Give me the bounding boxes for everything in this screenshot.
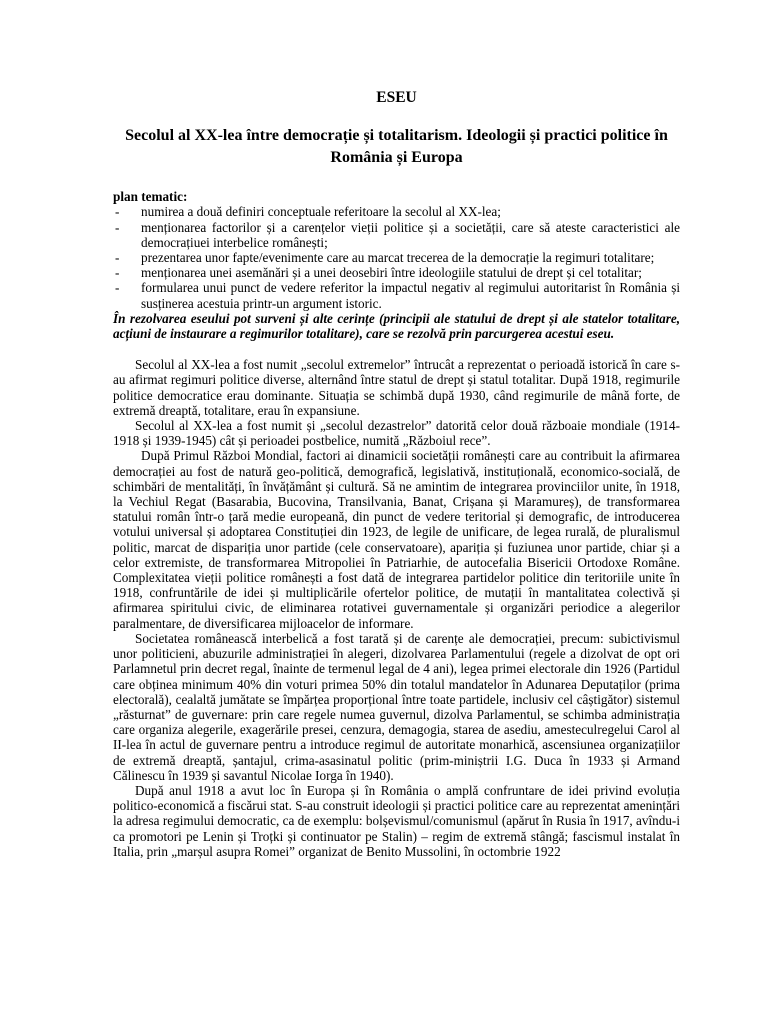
plan-item — [113, 265, 680, 280]
bullet-dash: - — [115, 219, 120, 235]
bullet-dash: - — [115, 250, 120, 266]
body-paragraph: Secolul al XX-lea a fost numit „secolul extremelor” întrucât a reprezentat o perioadă istorică în care s-au afirmat regimuri politice diverse, alternând între statul de drept și statul totalitar. După 1918, regimurile politice democratice erau dominante. Situația se schimbă după 1930, când regimurile de mână forte, de extremă dreaptă, totalitare, erau în expansiune. — [113, 357, 680, 418]
plan-item — [113, 220, 680, 250]
plan-heading: plan tematic: — [113, 189, 188, 205]
body-paragraph: Societatea românească interbelică a fost tarată și de carențe ale democrației, precum: subictivismul unor politicieni, abuzurile administrației în alegeri, dizolvarea Parlamentului (regele a dizolvat de opt ori Parlamnetul prin decret regal, înainte de termenul legal de 4 ani), legea primei electorale din 1926 (Partidul care obținea minimum 40% din voturi primea 50% din totalul mandatelor în Adunarea Deputaților (prima electorală), cealaltă jumătate se împărțea proporțional între toate partidele, inclusiv cel câștigător) sistemul „răsturnat” de guvernare: prin care regele numea guvernul, dizolva Parlamentul, se schimba administrația care organiza alegerile, exagerările presei, cenzura, demagogia, starea de asediu, amesteculregelui Carol al II-lea în actul de guvernare pentru a introduce regimul de autoritate monarhică, ascensiunea organizațiilor de extremă dreaptă, șantajul, crima-asasinatul politic (prim-miniștrii I.G. Duca în 1933 și Armand Călinescu în 1939 și savantul Nicolae Iorga în 1940). — [113, 630, 680, 783]
plan-item-text: prezentarea unor fapte/evenimente care au marcat trecerea de la democrație la regimuri totalitare; — [141, 250, 655, 266]
plan-item — [113, 250, 680, 265]
body-paragraph: După Primul Război Mondial, factori ai dinamicii societății românești care au contribuit la afirmarea democrației au fost de natură geo-politică, demografică, legislativă, instituțională, economico-socială, de schimbări de mentalități, în învățământ și cultură. Să ne amintim de integrarea provinciilor unite, în 1918, la Vechiul Regat (Basarabia, Bucovina, Transilvania, Banat, Crișana și Maramureș), de transformarea statului român într-o țară medie europeană, din punct de vedere teritorial și demografic, de introducerea votului universal și adoptarea Constituției din 1923, de legile de unificare, de legea rurală, de pluralismul politic, marcat de dispariția unor partide (cele conservatoare), apariția și fuziunea unor partide, chiar și a celor extremiste, de transformarea Mitropoliei în Patriarhie, de autocefalia Bisericii Ortodoxe Române. Complexitatea vieții politice românești a fost dată de integrarea partidelor politice din teritoriile unite în 1918, confruntările de idei și multiplicările ofertelor politice, de mutații în mantalitatea colectivă și afirmarea spiritului civic, de eliminarea rotativei guvernamentale și organizări periodice a alegerilor paralmentare, de diversificarea mijloacelor de informare. — [113, 448, 680, 631]
plan-item-text: numirea a două definiri conceptuale referitoare la secolul al XX-lea; — [141, 204, 501, 220]
plan-list — [113, 204, 680, 310]
plan-item-text: formularea unui punct de vedere referitor la impactul negativ al regimului autoritarist în România și susținerea acestuia printr-un argument istoric. — [141, 280, 680, 311]
plan-item — [113, 204, 680, 219]
bullet-dash: - — [115, 280, 120, 296]
essay-title: Secolul al XX-lea între democrație și totalitarism. Ideologii și practici politice în România și Europa — [125, 127, 668, 167]
instructions-note: În rezolvarea eseului pot surveni și alte cerințe (principii ale statului de drept și ale statelor totalitare, acțiuni de instaurare a regimurilor totalitare), care se rezolvă prin parcurgerea acestui eseu. — [113, 310, 680, 342]
plan-item — [113, 280, 680, 310]
body-paragraph: După anul 1918 a avut loc în Europa și în România o amplă confruntare de idei privind evoluția politico-economică a fiscărui stat. S-au construit ideologii și practici politice care au reprezentat amenințări la adresa regimului democratic, ca de exemplu: bolșevismul/comunismul (apărut în Rusia în 1917, avîndu-i ca promotori pe Lenin și Troțki și continuator pe Stalin) – regim de extremă stângă; fascismul instalat în Italia, prin „marșul asupra Romei” organizat de Benito Mussolini, în octombrie 1922 — [113, 782, 680, 859]
body-paragraph: Secolul al XX-lea a fost numit și „secolul dezastrelor” datorită celor două războaie mondiale (1914-1918 și 1939-1945) cât și perioadei postbelice, numită „Războiul rece”. — [113, 418, 680, 449]
bullet-dash: - — [115, 204, 120, 220]
plan-item-text: menționarea factorilor și a carențelor vieții politice și a societății, care să ateste caracteristici ale democrațiuei interbelice românești; — [141, 219, 680, 250]
essay-heading: ESEU — [376, 89, 417, 106]
bullet-dash: - — [115, 265, 120, 281]
plan-item-text: menționarea unei asemănări și a unei deosebiri între ideologiile statului de drept și cel totalitar; — [141, 265, 642, 281]
